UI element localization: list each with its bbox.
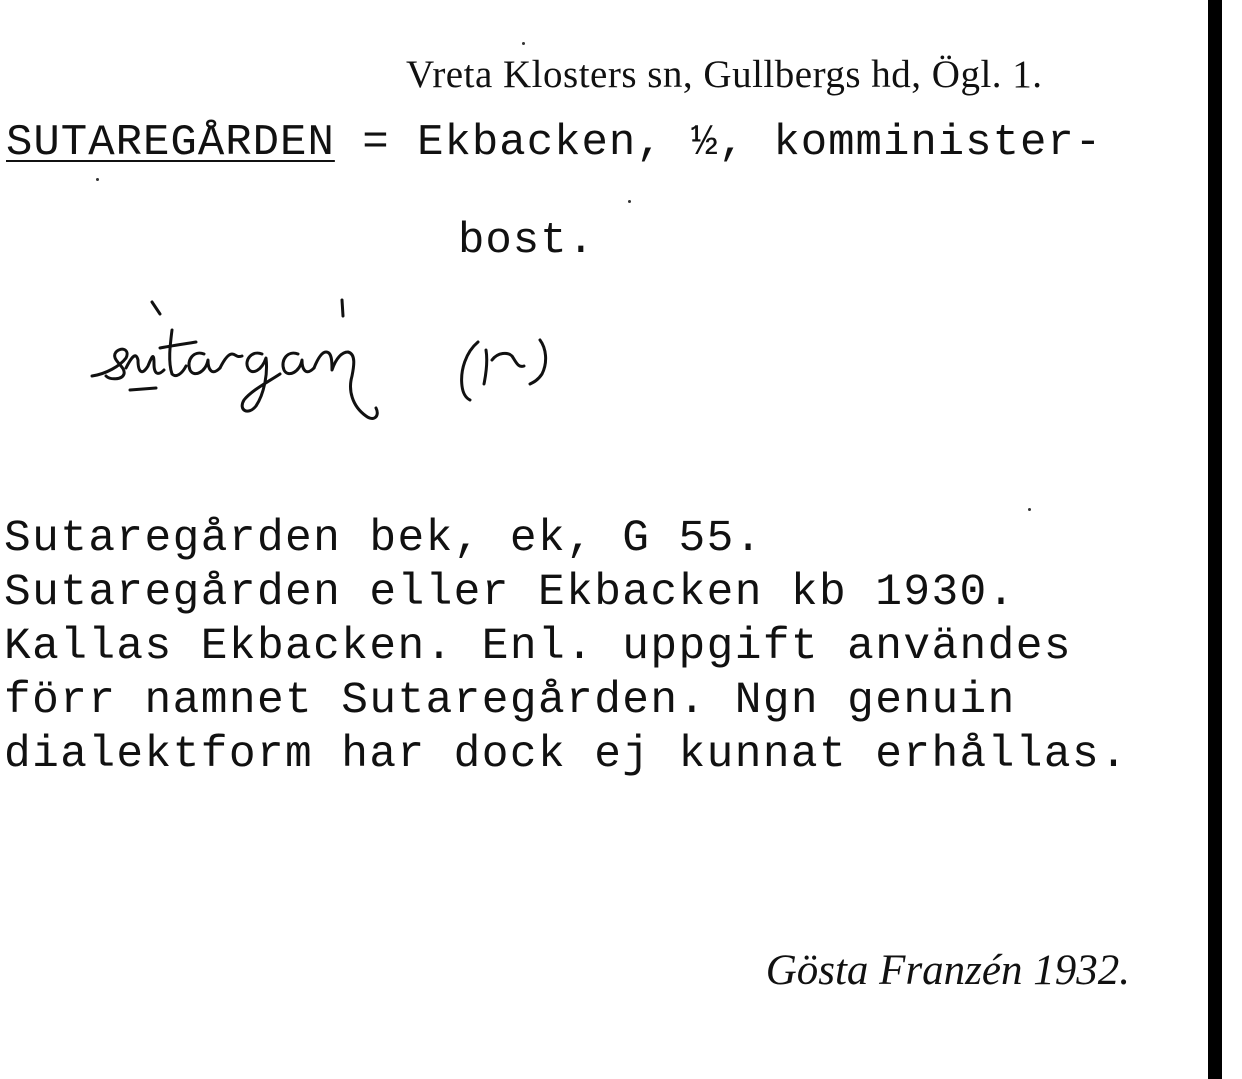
location-line: Vreta Klosters sn, Gullbergs hd, Ögl. 1. — [406, 53, 1043, 96]
body-line: Sutaregården eller Ekbacken kb 1930. — [4, 568, 1016, 618]
scan-speck — [522, 42, 525, 45]
scan-speck — [96, 178, 99, 181]
headword-definition: = Ekbacken, ½, komminister- — [334, 118, 1103, 168]
scan-speck — [1028, 508, 1031, 511]
body-line: förr namnet Sutaregården. Ngn genuin — [4, 676, 1016, 726]
body-text — [4, 512, 1128, 782]
headword: SUTAREGÅRDEN — [6, 118, 335, 168]
card-edge — [1208, 0, 1222, 1079]
body-line: dialektform har dock ej kunnat erhållas. — [4, 730, 1129, 780]
headword-definition-continued: bost. — [458, 216, 596, 266]
handwritten-pronunciation — [86, 290, 566, 430]
body-line: Sutaregården bek, ek, G 55. — [4, 514, 763, 564]
body-line: Kallas Ekbacken. Enl. uppgift användes — [4, 622, 1072, 672]
author-signature: Gösta Franzén 1932. — [765, 947, 1130, 994]
scan-speck — [628, 200, 631, 203]
headword-row — [6, 118, 1102, 168]
